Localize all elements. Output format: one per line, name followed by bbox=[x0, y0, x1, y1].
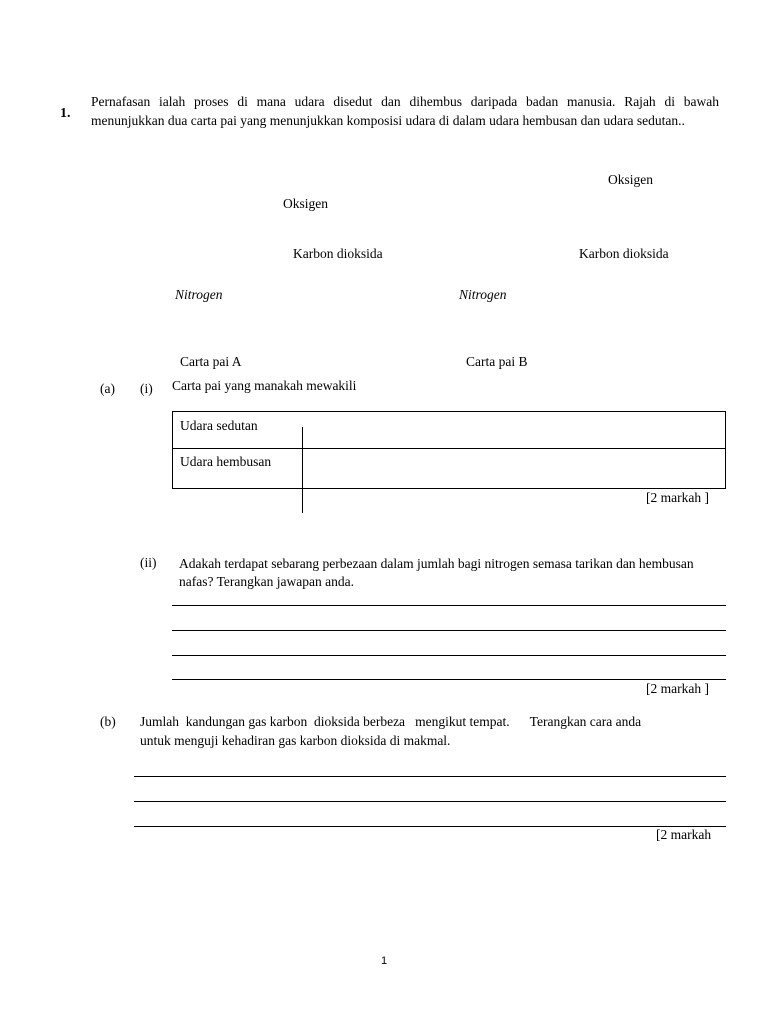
answer-line bbox=[134, 776, 726, 777]
pie-b-label-karbon: Karbon dioksida bbox=[579, 246, 669, 261]
part-b-label: (b) bbox=[100, 714, 116, 729]
pie-a-label-nitrogen: Nitrogen bbox=[175, 287, 223, 302]
answer-line bbox=[172, 605, 726, 606]
part-a-ii-label: (ii) bbox=[140, 555, 157, 570]
page-number: 1 bbox=[380, 955, 388, 967]
answer-line bbox=[134, 826, 726, 827]
pie-a-label-oksigen: Oksigen bbox=[283, 196, 328, 211]
pie-b-label-oksigen: Oksigen bbox=[608, 172, 653, 187]
answer-table bbox=[172, 411, 726, 489]
marks-a-i: [2 markah ] bbox=[646, 490, 709, 505]
question-number: 1. bbox=[60, 106, 71, 121]
table-column-divider bbox=[302, 427, 303, 513]
answer-line bbox=[172, 630, 726, 631]
marks-a-ii: [2 markah ] bbox=[646, 681, 709, 696]
table-row-divider bbox=[173, 448, 725, 449]
answer-line bbox=[172, 655, 726, 656]
part-a-i-text: Carta pai yang manakah mewakili bbox=[172, 378, 357, 393]
pie-a-caption: Carta pai A bbox=[180, 354, 242, 369]
question-intro: Pernafasan ialah proses di mana udara disedut dan dihembus daripada badan manusia. Rajah di bawah menunjukkan dua carta pai yang menunjukkan komposisi udara di dalam udara hembusan dan udara sedutan.. bbox=[91, 94, 719, 128]
pie-a-label-karbon: Karbon dioksida bbox=[293, 246, 383, 261]
table-row-label-sedutan: Udara sedutan bbox=[180, 418, 258, 433]
marks-b: [2 markah bbox=[656, 827, 712, 842]
part-b-text-line2: untuk menguji kehadiran gas karbon dioksida di makmal. bbox=[140, 733, 451, 748]
part-b-text-line1: Jumlah kandungan gas karbon dioksida berbeza mengikut tempat. Terangkan cara anda bbox=[140, 714, 642, 729]
pie-b-caption: Carta pai B bbox=[466, 354, 528, 369]
part-a-ii-text: Adakah terdapat sebarang perbezaan dalam jumlah bagi nitrogen semasa tarikan dan hembusan nafas? Terangkan jawapan anda. bbox=[179, 556, 694, 589]
pie-b-label-nitrogen: Nitrogen bbox=[459, 287, 507, 302]
answer-line bbox=[134, 801, 726, 802]
answer-line bbox=[172, 679, 726, 680]
part-a-i-label: (i) bbox=[140, 381, 153, 396]
part-a-label: (a) bbox=[100, 381, 115, 396]
table-row-label-hembusan: Udara hembusan bbox=[180, 454, 272, 469]
